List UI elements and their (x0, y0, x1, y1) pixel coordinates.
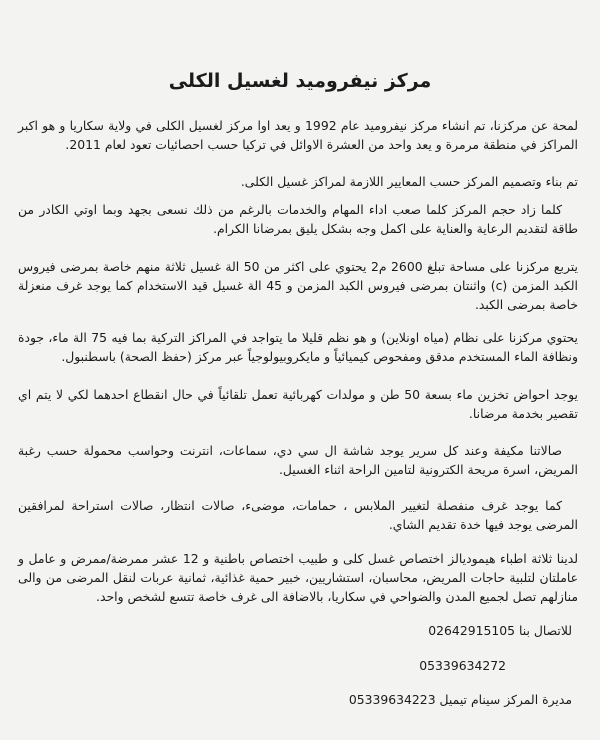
paragraph-facilities: يتربع مركزنا على مساحة تبلغ 2600 م2 يحتوي على اكثر من 50 الة غسيل ثلاثة منهم خاصة بمرضى فيروس الكبد المزمن (c) واثنتان بمرضى فيروس الكبد المزمن و 45 الة غسيل قيد الاستخدام كما يوجد غرف منعزلة خاصة بمرضى الكبد. (18, 259, 578, 312)
contact-label: للاتصال بنا (518, 623, 572, 638)
contact-line-2 (419, 658, 506, 673)
paragraph-effort: كلما زاد حجم المركز كلما صعب اداء المهام والخدمات بالرغم من ذلك نسعى بجهد وبما اوتي الكادر من طاقة لتقديم الرعاية والعناية على اكمل وجه بشكل يليق بمرضانا الكرام. (18, 202, 578, 236)
contact-line-1 (428, 623, 572, 638)
phone-number-3: 05339634223 (348, 692, 436, 707)
paragraph-water-system: يحتوي مركزنا على نظام (مياه اونلاين) و هو نظم قليلا ما يتواجد في المراكز التركية بما فيه 75 الة ماء، جودة ونظافة الماء المستخدم مدقق ومفحوص كيميائياً و مايكروبيولوجياً عبر مركز (حفظ الصحة) باسطنبول. (18, 330, 578, 364)
phone-number-2: 05339634272 (419, 658, 506, 673)
paragraph-tanks-generators: يوجد احواض تخزين ماء بسعة 50 طن و مولدات كهربائية تعمل تلقائياً في حال انقطاع احدهما لكي لا يتم اي تقصير بخدمة مرضانا. (18, 387, 578, 421)
paragraph-intro: لمحة عن مركزنا، تم انشاء مركز نيفروميد عام 1992 و يعد اوا مركز لغسيل الكلى في ولاية سكاريا و هو اكبر المراكز في منطقة مرمرة و يعد واحد من العشرة الاوائل في تركيا حسب احصائيات تعود لعام 2011. (18, 118, 579, 152)
paragraph-rooms: كما يوجد غرف منفصلة لتغيير الملابس ، حمامات، موضىء، صالات انتظار، صالات استراحة لمرافقين المرضى يوجد فيها خدة تقديم الشاي. (18, 498, 578, 532)
phone-number-1: 02642915105 (428, 623, 515, 638)
director-label: مديرة المركز سينام تيميل (439, 692, 572, 707)
paragraph-design: تم بناء وتصميم المركز حسب المعايير اللازمة لمراكز غسيل الكلى. (240, 174, 578, 189)
contact-line-3 (349, 692, 572, 707)
paragraph-staff: لدينا ثلاثة اطباء هيموديالز اختصاص غسل كلى و طبيب اختصاص باطنية و 12 عشر ممرضة/ممرض و عامل و عاملتان لتلبية حاجات المريض، محاسبان، استشاريين، خبير حمية غذائية، ثمانية عربات لنقل المرضى من والى منازلهم تصل لجميع المدن والضواحي في سكاريا، بالاضافة الى غرف خاصة تتسع لشخص واحد. (18, 551, 578, 604)
paragraph-halls: صالاتنا مكيفة وعند كل سرير يوجد شاشة ال سي دي، سماعات، انترنت وحواسب محمولة حسب رغبة المريض، اسرة مريحة الكترونية لتامين الراحة اثناء الغسيل. (18, 443, 578, 477)
document-title: مركز نيفروميد لغسيل الكلى (168, 70, 432, 92)
